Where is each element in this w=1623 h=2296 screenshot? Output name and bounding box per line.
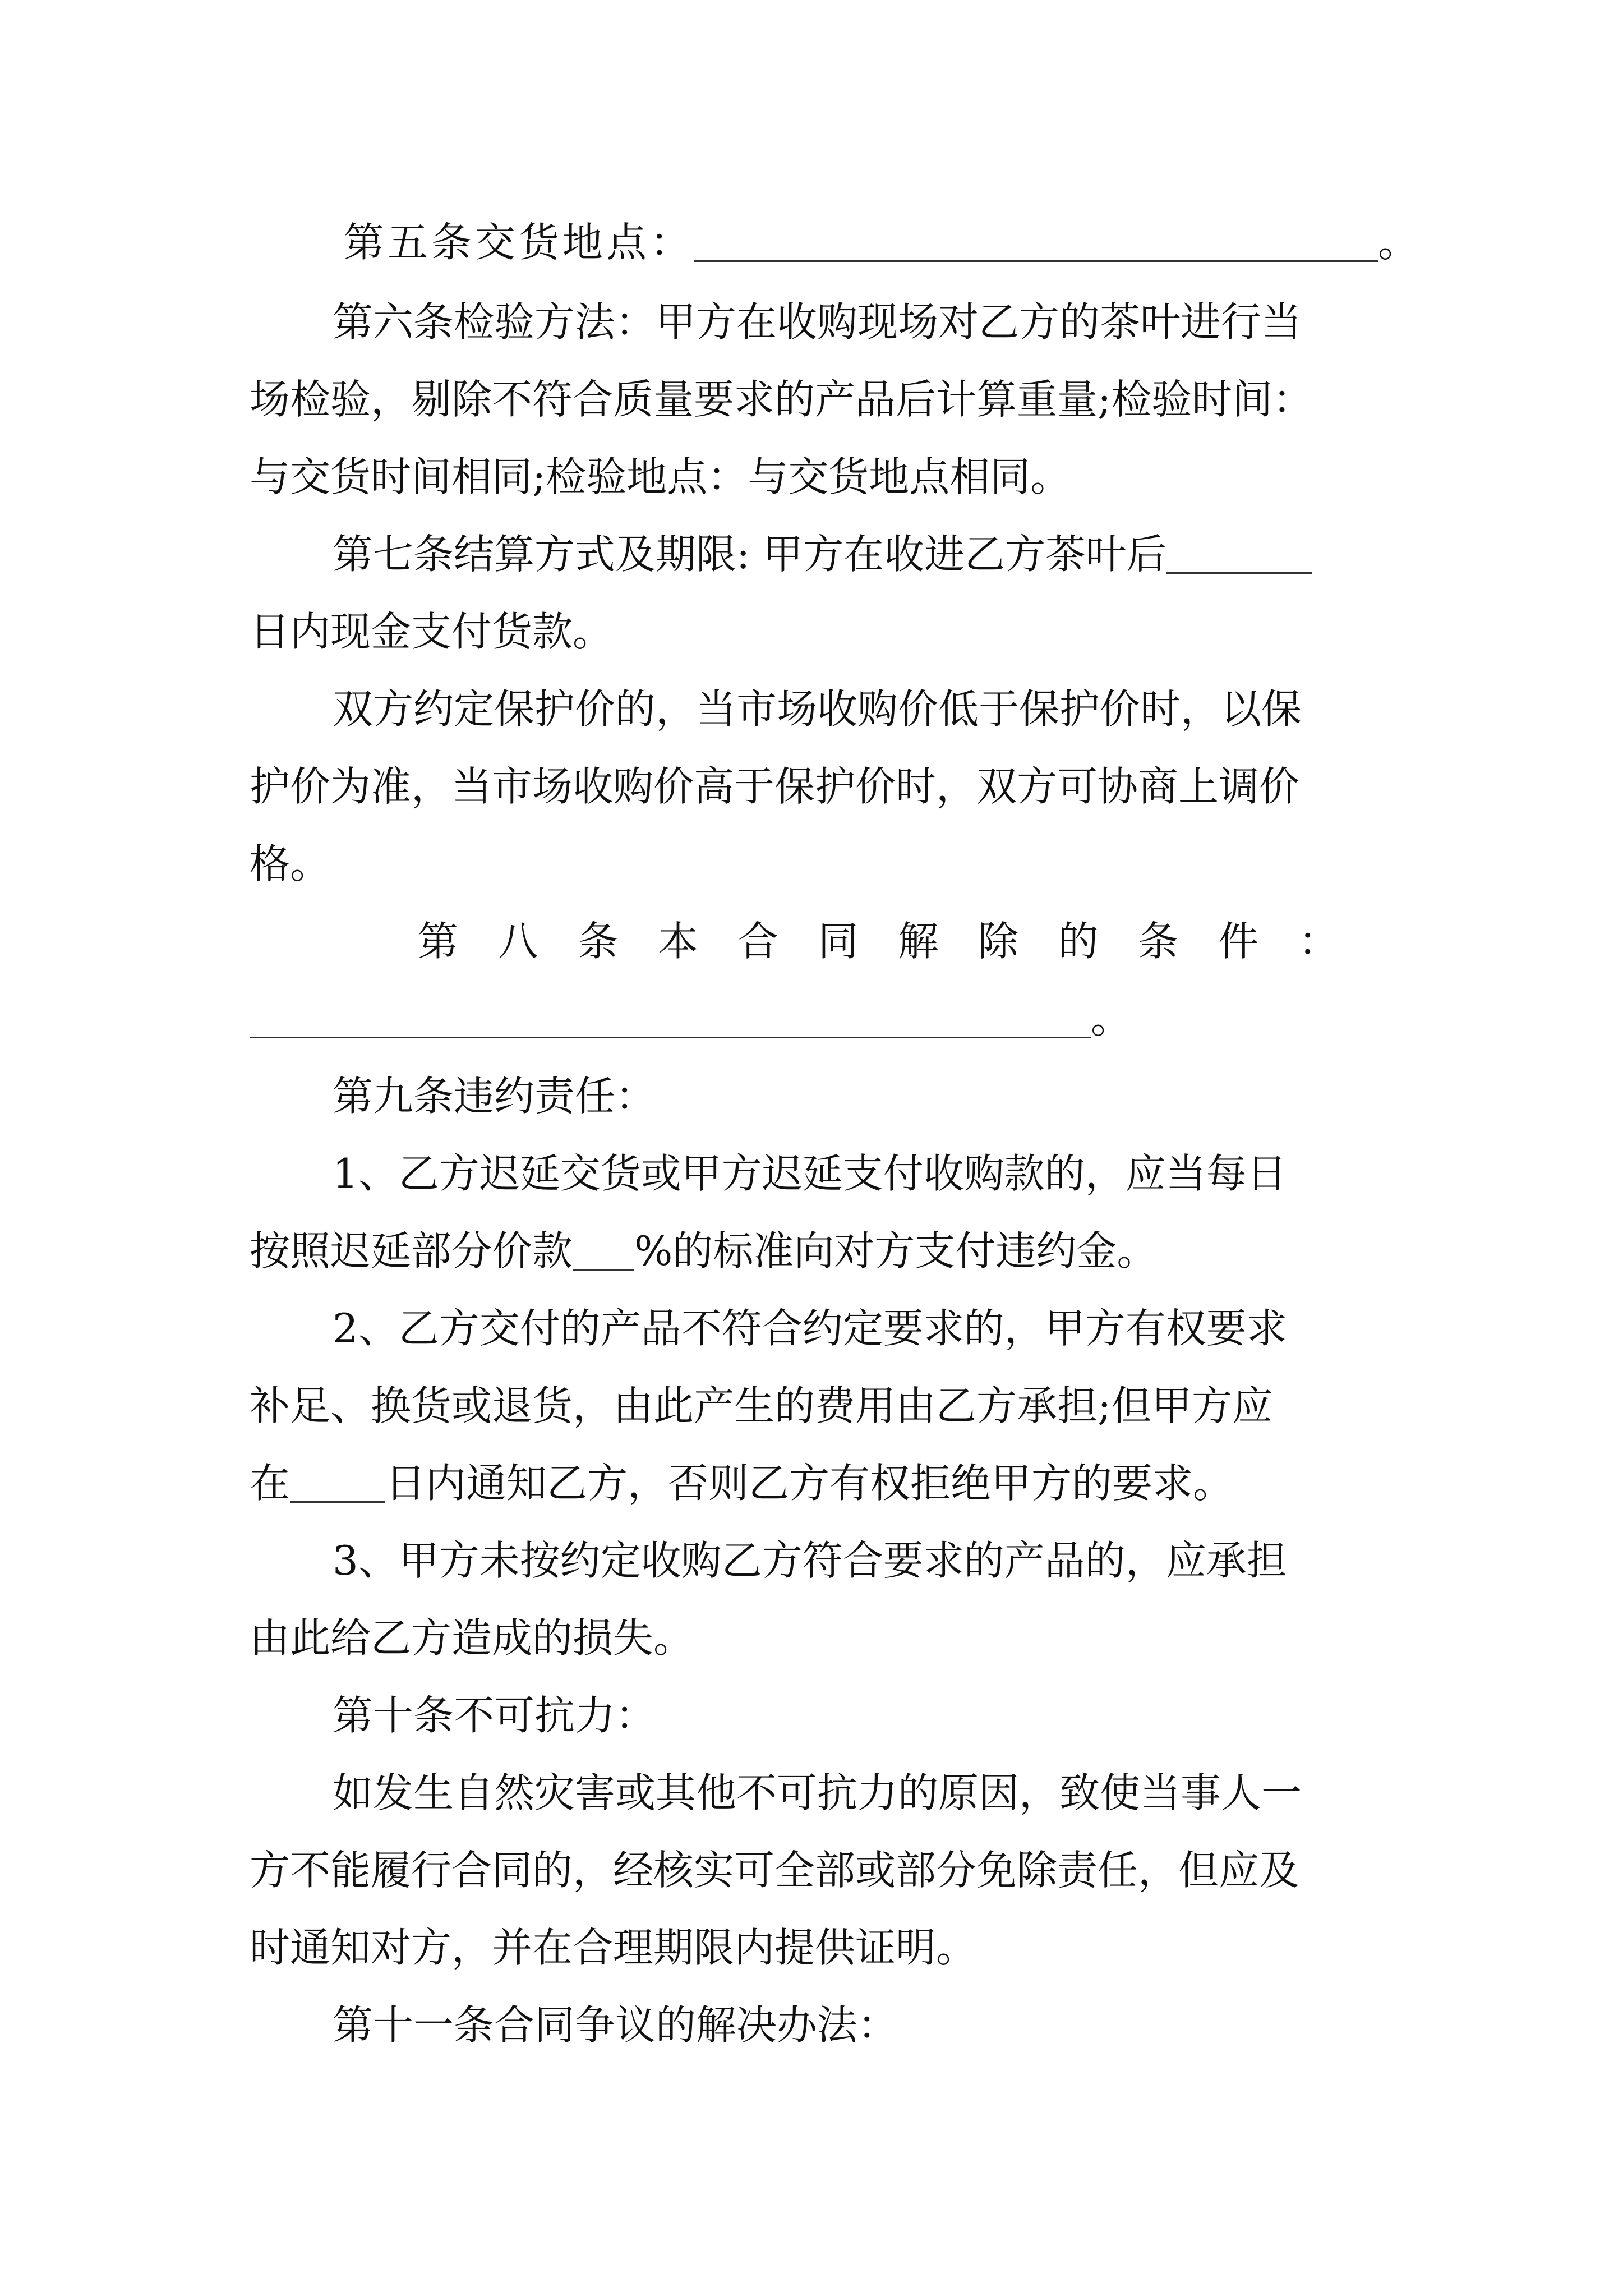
- termination-conditions-blank: [250, 992, 1091, 1038]
- article-10-title: [250, 1677, 1382, 1754]
- article-11-title: [250, 1986, 1382, 2064]
- protect-line-2: [250, 748, 1382, 825]
- article-7-text-1: 第七条结算方式及期限: 甲方在收进乙方茶叶后: [333, 531, 1167, 578]
- article-8-line-1: [418, 903, 1371, 980]
- article-9-item-1-line-2: [250, 1212, 1382, 1290]
- article-9-item-2-line-2: [250, 1367, 1382, 1444]
- article-9-item-3-text-1: 3、甲方未按约定收购乙方符合要求的产品的，应承担: [333, 1537, 1287, 1584]
- article-6-text-3: 与交货时间相同;检验地点：与交货地点相同。: [250, 453, 1071, 500]
- article-5-line: [250, 204, 1419, 281]
- article-9-item-3-text-2: 由此给乙方造成的损失。: [250, 1614, 694, 1662]
- article-10-text-1: 如发生自然灾害或其他不可抗力的原因，致使当事人一: [333, 1769, 1302, 1816]
- article-9-item-2-text-3b: 日内通知乙方，否则乙方有权拒绝甲方的要求。: [385, 1460, 1234, 1507]
- article-7-line-2: [250, 593, 1382, 670]
- article-9-title-text: 第九条违约责任：: [333, 1073, 656, 1120]
- article-9-item-2-text-1: 2、乙方交付的产品不符合约定要求的，甲方有权要求: [333, 1305, 1287, 1352]
- article-8-label: 第八条本合同解除的条件：: [418, 918, 1371, 965]
- protect-text-2: 护价为准，当市场收购价高于保护价时，双方可协商上调价: [250, 763, 1300, 810]
- article-9-item-1-text-2b: %的标准向对方支付违约金。: [634, 1227, 1158, 1274]
- article-9-item-2-text-3a: 在: [250, 1460, 291, 1507]
- article-9-item-1-text-1: 1、乙方迟延交货或甲方迟延支付收购款的，应当每日: [333, 1150, 1287, 1197]
- article-9-item-2-line-1: [250, 1290, 1382, 1367]
- penalty-rate-blank: [573, 1224, 634, 1271]
- article-8-line-2: [250, 980, 1382, 1057]
- article-10-text-2: 方不能履行合同的，经核实可全部或部分免除责任，但应及: [250, 1847, 1300, 1894]
- article-9-item-1-text-2a: 按照迟延部分价款: [250, 1227, 573, 1274]
- article-9-item-3-line-1: [250, 1522, 1382, 1599]
- article-10-line-1: [250, 1754, 1382, 1832]
- protect-text-1: 双方约定保护价的，当市场收购价低于保护价时，以保: [333, 685, 1302, 733]
- delivery-place-blank: [694, 215, 1378, 262]
- article-6-line-2: [250, 361, 1382, 438]
- article-7-line-1: [250, 516, 1382, 593]
- protect-line-1: [250, 670, 1382, 748]
- protect-line-3: [250, 825, 1382, 903]
- protect-text-3: 格。: [250, 840, 331, 887]
- article-7-text-2: 日内现金支付货款。: [250, 608, 614, 655]
- article-9-item-2-text-2: 补足、换货或退货，由此产生的费用由乙方承担;但甲方应: [250, 1382, 1273, 1429]
- article-9-item-3-line-2: [250, 1599, 1382, 1677]
- article-10-text-3: 时通知对方，并在合理期限内提供证明。: [250, 1924, 977, 1971]
- article-8-end: 。: [1091, 995, 1132, 1042]
- article-5-label: 第五条交货地点：: [344, 219, 694, 266]
- article-10-title-text: 第十条不可抗力：: [333, 1692, 656, 1739]
- article-9-title: [250, 1057, 1382, 1135]
- article-10-line-2: [250, 1832, 1382, 1909]
- article-9-item-2-line-3: [250, 1444, 1382, 1522]
- article-6-line-3: [250, 438, 1382, 516]
- article-11-title-text: 第十一条合同争议的解决办法：: [333, 2001, 898, 2049]
- article-5-end: 。: [1378, 219, 1419, 266]
- settlement-days-blank: [1166, 527, 1312, 574]
- article-6-text-2: 场检验，剔除不符合质量要求的产品后计算重量;检验时间：: [250, 376, 1313, 423]
- article-6-line-1: [250, 283, 1382, 361]
- article-9-item-1-line-1: [250, 1135, 1382, 1212]
- article-10-line-3: [250, 1909, 1382, 1986]
- article-6-text-1: 第六条检验方法：甲方在收购现场对乙方的茶叶进行当: [333, 298, 1302, 346]
- notice-days-blank: [290, 1456, 385, 1503]
